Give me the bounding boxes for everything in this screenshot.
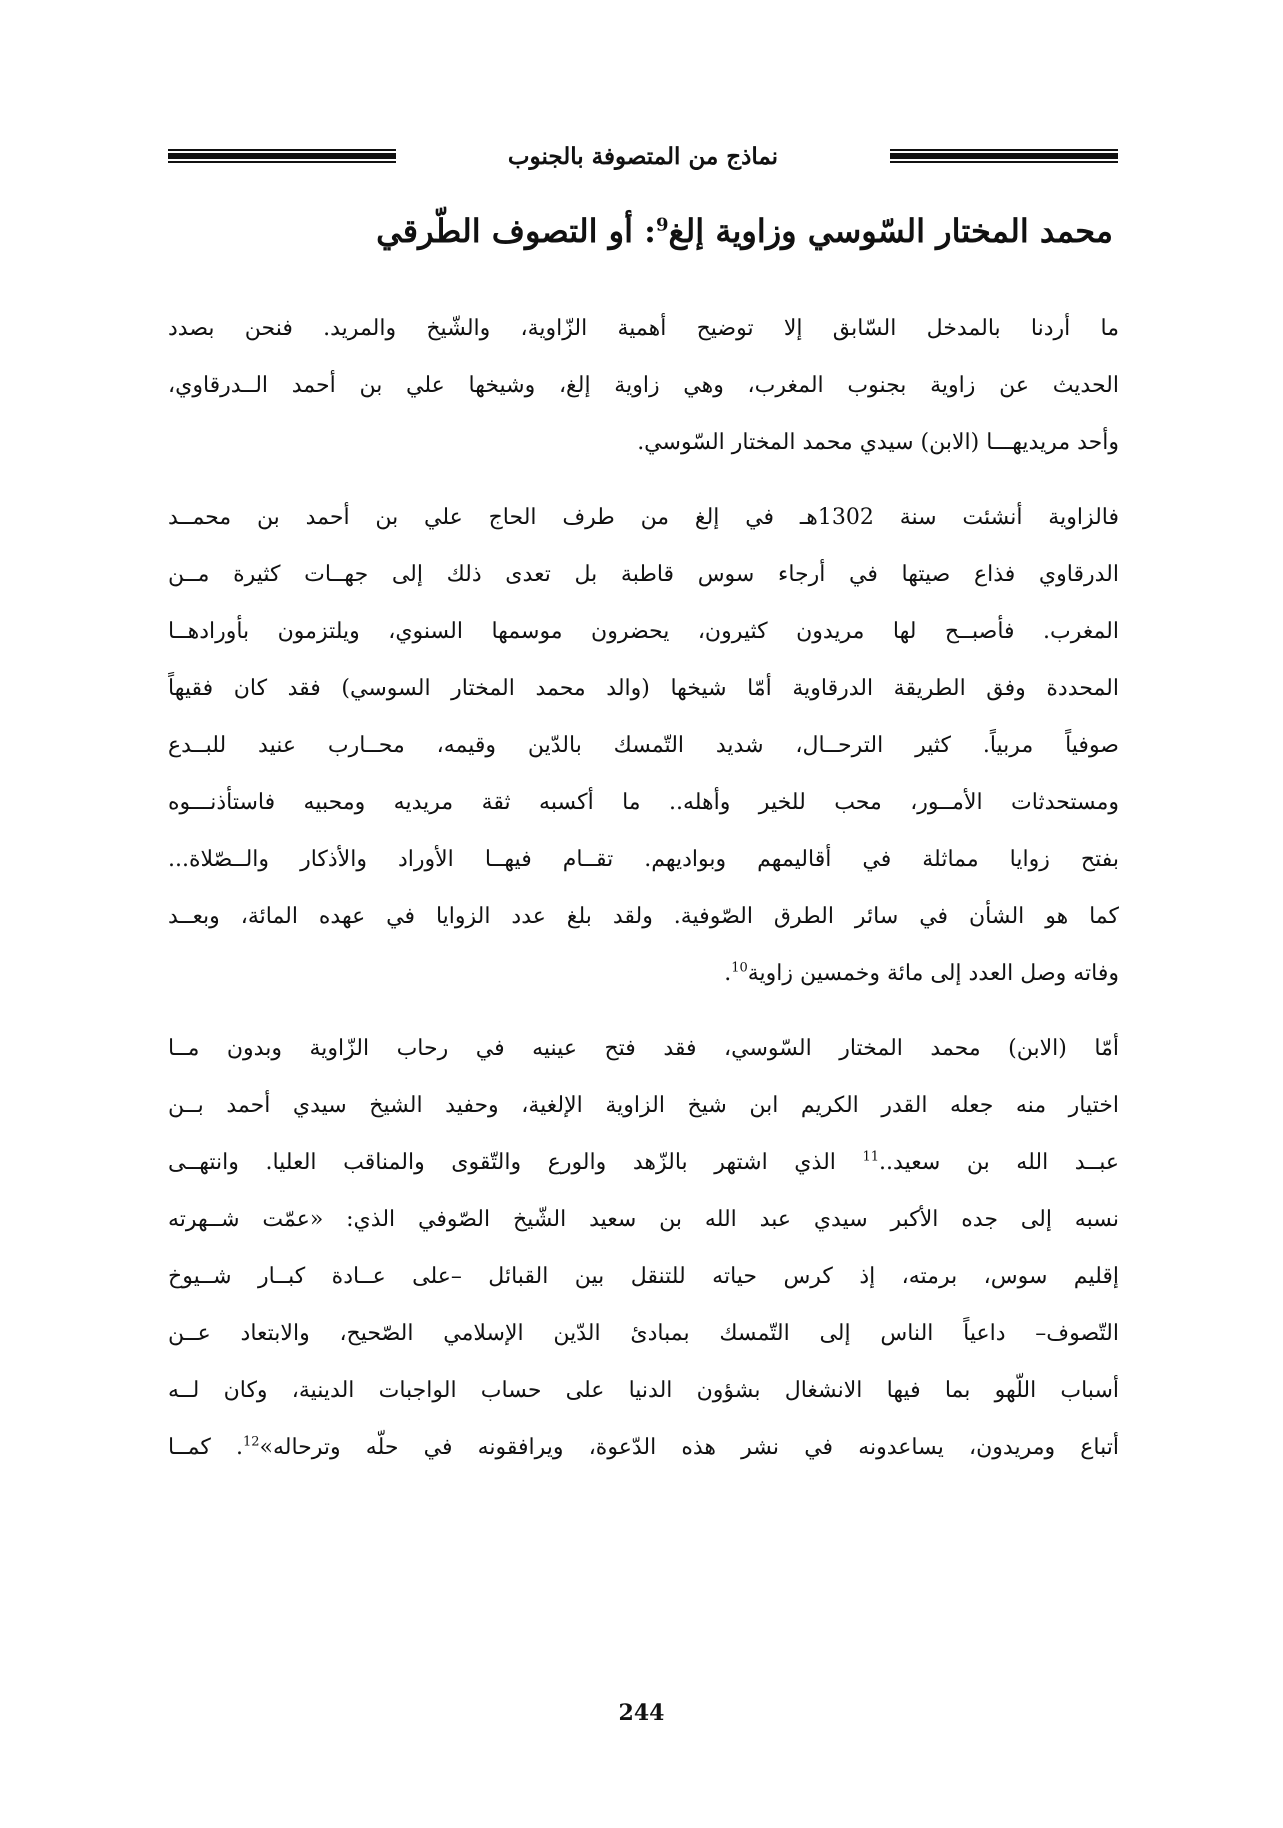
text-line: اختيار منه جعله القدر الكريم ابن شيخ الزاوية الإلغية، وحفيد الشيخ سيدي أحمد بــن: [168, 1093, 1119, 1118]
text-line-body: عبــد الله بن سعيد..: [879, 1150, 1119, 1175]
text-line: التّصوف– داعياً الناس إلى التّمسك بمبادئ الدّين الإسلامي الصّحيح، والابتعاد عــن: [168, 1321, 1119, 1346]
header-rule-left: [168, 149, 396, 163]
text-line: المحددة وفق الطريقة الدرقاوية أمّا شيخها (والد محمد المختار السوسي) فقد كان فقيهاً: [168, 676, 1119, 701]
paragraph-1: [168, 300, 1119, 471]
footnote-ref: 9: [655, 214, 669, 236]
paragraph-2: [168, 489, 1119, 1002]
page-number: 244: [618, 1700, 665, 1726]
paragraph-3: [168, 1020, 1119, 1476]
text-line: [168, 1419, 1119, 1476]
text-line: المغرب. فأصبــح لها مريدون كثيرون، يحضرون موسمها السنوي، ويلتزمون بأورادهــا: [168, 619, 1119, 644]
footnote-ref: 12: [242, 1434, 260, 1450]
text-line: ما أردنا بالمدخل السّابق إلا توضيح أهمية الزّاوية، والشّيخ والمريد. فنحن بصدد: [168, 316, 1119, 341]
footnote-ref: 10: [731, 960, 748, 976]
text-line-tail: . كمــا: [168, 1435, 243, 1460]
text-line: وأحد مريديهـــا (الابن) سيدي محمد المختار السّوسي.: [637, 430, 1119, 455]
text-line: الحديث عن زاوية بجنوب المغرب، وهي زاوية إلغ، وشيخها علي بن أحمد الــدرقاوي،: [168, 373, 1119, 398]
text-line: بفتح زوايا مماثلة في أقاليمهم وبواديهم. تقــام فيهــا الأوراد والأذكار والــصّلاة...: [168, 847, 1119, 872]
chapter-title: [163, 212, 1113, 250]
text-line: صوفياً مربياً. كثير الترحــال، شديد التّمسك بالدّين وقيمه، محــارب عنيد للبــدع: [168, 733, 1119, 758]
text-line-tail: .: [724, 961, 732, 986]
text-line: [168, 945, 1119, 1002]
text-line: إقليم سوس، برمته، إذ كرس حياته للتنقل بين القبائل –على عــادة كبــار شــيوخ: [168, 1264, 1119, 1289]
text-line: كما هو الشأن في سائر الطرق الصّوفية. ولقد بلغ عدد الزوايا في عهده المائة، وبعــد: [168, 904, 1119, 929]
text-line-body: وفاته وصل العدد إلى مائة وخمسين زاوية: [747, 961, 1119, 986]
text-line: نسبه إلى جده الأكبر سيدي عبد الله بن سعيد الشّيخ الصّوفي الذي: «عمّت شــهرته: [168, 1207, 1119, 1232]
chapter-title-subtitle: : أو التصوف الطّرقي: [376, 212, 656, 250]
text-line-tail: الذي اشتهر بالزّهد والورع والتّقوى والمناقب العليا. وانتهــى: [168, 1150, 863, 1175]
text-line-body: أتباع ومريدون، يساعدونه في نشر هذه الدّعوة، ويرافقونه في حلّه وترحاله»: [259, 1435, 1119, 1460]
text-line: أمّا (الابن) محمد المختار السّوسي، فقد فتح عينيه في رحاب الزّاوية وبدون مــا: [168, 1036, 1119, 1061]
text-line: فالزاوية أنشئت سنة 1302هـ في إلغ من طرف الحاج علي بن أحمد بن محمــد: [168, 505, 1119, 530]
running-head: [168, 138, 1118, 174]
text-line: ومستحدثات الأمــور، محب للخير وأهله.. ما أكسبه ثقة مريديه ومحبيه فاستأذنـــوه: [168, 790, 1119, 815]
text-line: الدرقاوي فذاع صيتها في أرجاء سوس قاطبة بل تعدى ذلك إلى جهــات كثيرة مــن: [168, 562, 1119, 587]
text-line: أسباب اللّهو بما فيها الانشغال بشؤون الدنيا على حساب الواجبات الدينية، وكان لــه: [168, 1378, 1119, 1403]
text-line: [168, 1134, 1119, 1191]
running-head-title: نماذج من المتصوفة بالجنوب: [507, 142, 779, 170]
header-rule-right: [890, 149, 1118, 163]
body-text: [168, 300, 1119, 1494]
footnote-ref: 11: [862, 1149, 880, 1165]
chapter-title-text: محمد المختار السّوسي وزاوية إلغ: [668, 212, 1113, 250]
